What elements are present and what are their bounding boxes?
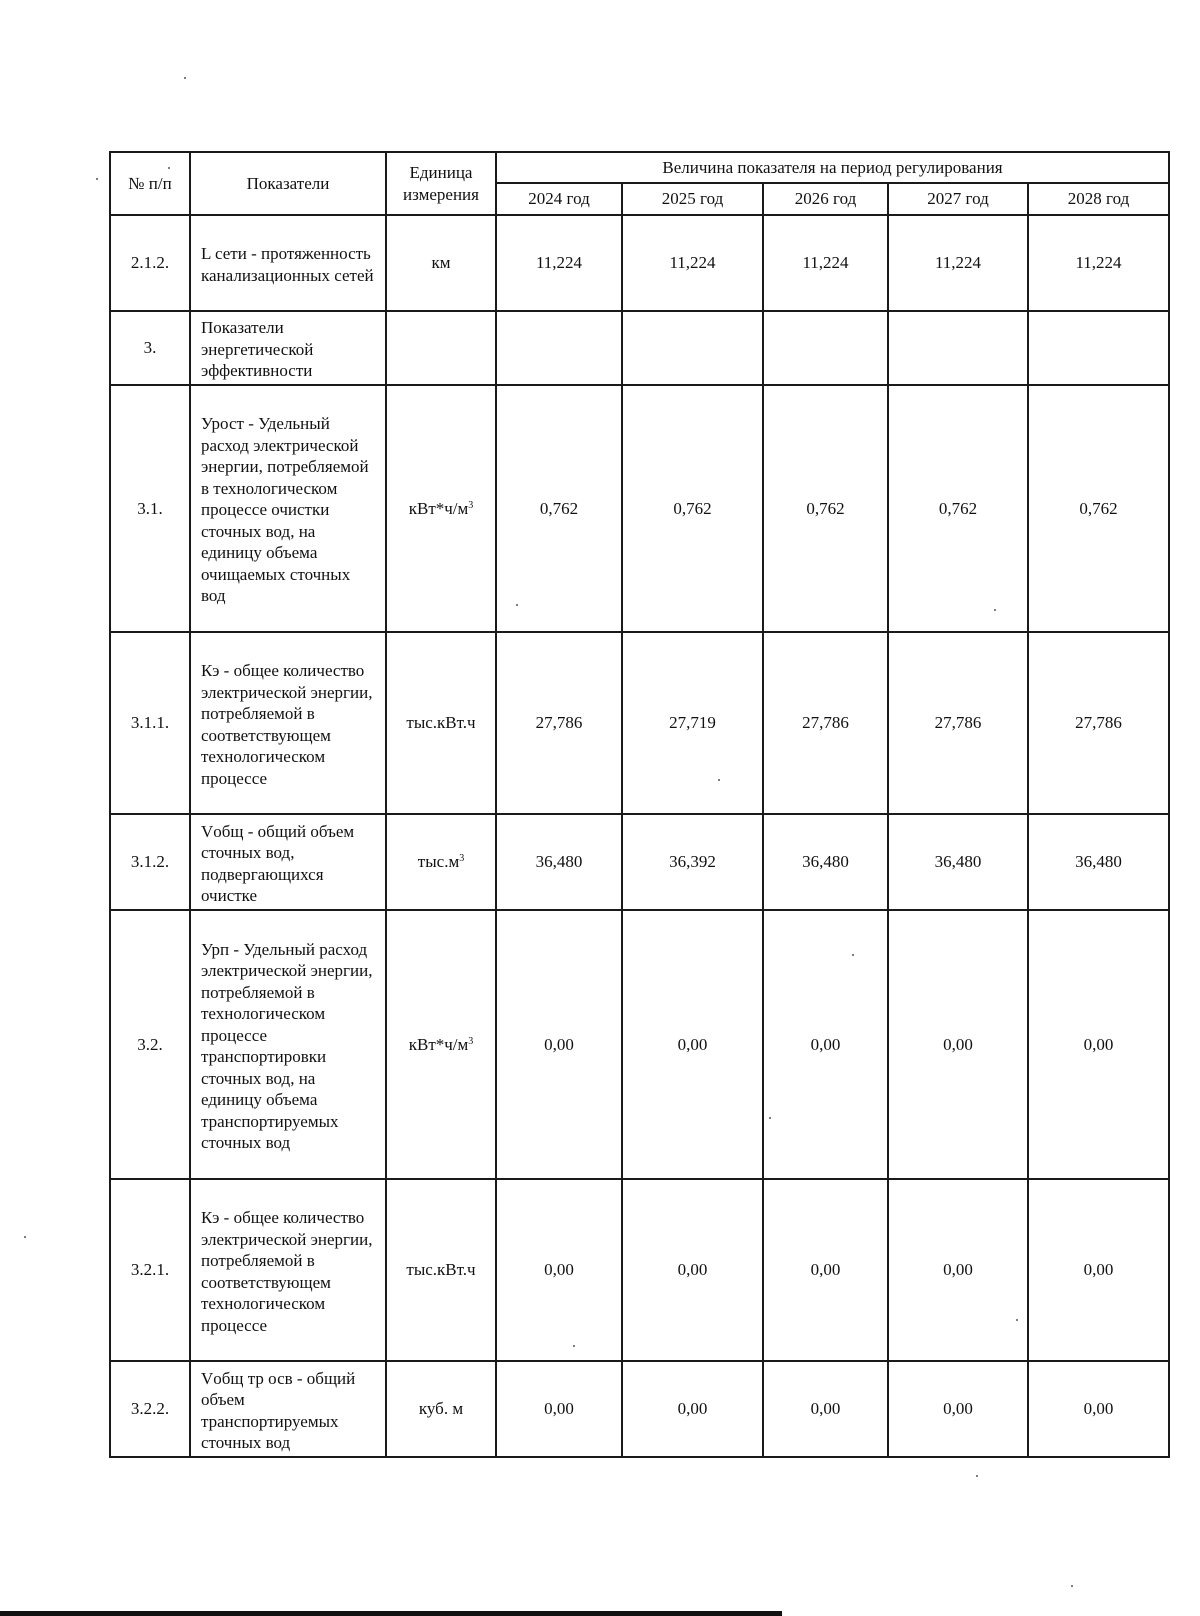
row-unit bbox=[386, 910, 496, 1179]
value-cell: 0,00 bbox=[1028, 1361, 1169, 1457]
indicators-table bbox=[109, 151, 1170, 1458]
value-cell: 0,00 bbox=[888, 1179, 1028, 1361]
value-cell: 0,762 bbox=[496, 385, 622, 632]
value-cell: 0,00 bbox=[622, 1361, 763, 1457]
table-row bbox=[110, 632, 1169, 814]
header-unit-line1: Единица bbox=[409, 163, 473, 182]
row-unit: км bbox=[386, 215, 496, 311]
row-number: 3.2.1. bbox=[110, 1179, 190, 1361]
row-unit: куб. м bbox=[386, 1361, 496, 1457]
value-cell: 0,00 bbox=[888, 1361, 1028, 1457]
row-indicator-name: Кэ - общее количество электрической энергии, потребляемой в соответствующем технологическом процессе bbox=[190, 1179, 386, 1361]
value-cell: 0,762 bbox=[763, 385, 888, 632]
table-row bbox=[110, 311, 1169, 385]
row-indicator-name: Vобщ - общий объем сточных вод, подвергающихся очистке bbox=[190, 814, 386, 910]
value-cell: 0,00 bbox=[622, 910, 763, 1179]
unit-superscript: 3 bbox=[468, 499, 474, 511]
value-cell: 0,00 bbox=[1028, 910, 1169, 1179]
value-cell: 11,224 bbox=[622, 215, 763, 311]
value-cell: 11,224 bbox=[1028, 215, 1169, 311]
header-year: 2026 год bbox=[763, 183, 888, 215]
scan-speck bbox=[718, 779, 720, 781]
row-indicator-name: Vобщ тр осв - общий объем транспортируемых сточных вод bbox=[190, 1361, 386, 1457]
value-cell bbox=[1028, 311, 1169, 385]
scan-speck bbox=[769, 1117, 771, 1119]
page-edge-rule bbox=[0, 1611, 782, 1616]
row-unit bbox=[386, 814, 496, 910]
value-cell: 27,719 bbox=[622, 632, 763, 814]
unit-text: тыс.м bbox=[417, 852, 460, 872]
value-cell: 27,786 bbox=[1028, 632, 1169, 814]
value-cell: 36,480 bbox=[888, 814, 1028, 910]
table-row bbox=[110, 814, 1169, 910]
value-cell: 0,00 bbox=[622, 1179, 763, 1361]
unit-text: кВт*ч/м bbox=[408, 498, 469, 518]
value-cell: 36,480 bbox=[1028, 814, 1169, 910]
scan-speck bbox=[516, 604, 518, 606]
row-indicator-name: Показатели энергетической эффективности bbox=[190, 311, 386, 385]
value-cell: 0,00 bbox=[888, 910, 1028, 1179]
row-unit bbox=[386, 311, 496, 385]
scan-speck bbox=[994, 609, 996, 611]
value-cell: 0,00 bbox=[763, 1361, 888, 1457]
value-cell: 0,00 bbox=[496, 1179, 622, 1361]
row-indicator-name: Кэ - общее количество электрической энергии, потребляемой в соответствующем технологическом процессе bbox=[190, 632, 386, 814]
row-number: 3.1.2. bbox=[110, 814, 190, 910]
value-cell: 0,00 bbox=[1028, 1179, 1169, 1361]
scan-speck bbox=[1016, 1319, 1018, 1321]
row-unit bbox=[386, 385, 496, 632]
table-row bbox=[110, 1361, 1169, 1457]
value-cell: 36,480 bbox=[496, 814, 622, 910]
row-number: 3.1. bbox=[110, 385, 190, 632]
unit-superscript: 3 bbox=[468, 1035, 474, 1047]
row-indicator-name: Урп - Удельный расход электрической энергии, потребляемой в технологическом процессе транспортировки сточных вод, на единицу объема транспортируемых сточных вод bbox=[190, 910, 386, 1179]
header-num: № п/п bbox=[110, 152, 190, 215]
header-year: 2027 год bbox=[888, 183, 1028, 215]
unit-text: кВт*ч/м bbox=[408, 1034, 469, 1054]
value-cell: 27,786 bbox=[496, 632, 622, 814]
value-cell bbox=[888, 311, 1028, 385]
header-year: 2024 год bbox=[496, 183, 622, 215]
value-cell bbox=[763, 311, 888, 385]
value-cell: 0,00 bbox=[763, 910, 888, 1179]
table-row bbox=[110, 385, 1169, 632]
header-period-group: Величина показателя на период регулирования bbox=[496, 152, 1169, 183]
scan-speck bbox=[852, 954, 854, 956]
scan-speck bbox=[573, 1345, 575, 1347]
header-unit bbox=[386, 152, 496, 215]
header-indicator: Показатели bbox=[190, 152, 386, 215]
value-cell: 0,00 bbox=[496, 1361, 622, 1457]
table-row bbox=[110, 1179, 1169, 1361]
scan-speck bbox=[1071, 1585, 1073, 1587]
scan-speck bbox=[184, 77, 186, 79]
value-cell: 0,762 bbox=[622, 385, 763, 632]
value-cell: 11,224 bbox=[763, 215, 888, 311]
table-row bbox=[110, 215, 1169, 311]
row-number: 3.1.1. bbox=[110, 632, 190, 814]
row-number: 3.2.2. bbox=[110, 1361, 190, 1457]
row-indicator-name: L сети - протяженность канализационных сетей bbox=[190, 215, 386, 311]
value-cell: 0,762 bbox=[1028, 385, 1169, 632]
row-number: 3. bbox=[110, 311, 190, 385]
row-number: 2.1.2. bbox=[110, 215, 190, 311]
header-row-1 bbox=[110, 152, 1169, 183]
value-cell: 11,224 bbox=[496, 215, 622, 311]
row-number: 3.2. bbox=[110, 910, 190, 1179]
value-cell: 36,392 bbox=[622, 814, 763, 910]
value-cell: 0,00 bbox=[496, 910, 622, 1179]
scan-speck bbox=[168, 167, 170, 169]
value-cell: 0,00 bbox=[763, 1179, 888, 1361]
header-year: 2028 год bbox=[1028, 183, 1169, 215]
value-cell: 27,786 bbox=[888, 632, 1028, 814]
value-cell: 27,786 bbox=[763, 632, 888, 814]
scan-speck bbox=[976, 1475, 978, 1477]
value-cell: 0,762 bbox=[888, 385, 1028, 632]
scan-speck bbox=[24, 1236, 26, 1238]
unit-superscript: 3 bbox=[459, 853, 465, 865]
value-cell: 36,480 bbox=[763, 814, 888, 910]
row-indicator-name: Урост - Удельный расход электрической энергии, потребляемой в технологическом процессе очистки сточных вод, на единицу объема очищаемых сточных вод bbox=[190, 385, 386, 632]
value-cell bbox=[496, 311, 622, 385]
value-cell: 11,224 bbox=[888, 215, 1028, 311]
scan-speck bbox=[96, 178, 98, 180]
header-year: 2025 год bbox=[622, 183, 763, 215]
row-unit: тыс.кВт.ч bbox=[386, 1179, 496, 1361]
value-cell bbox=[622, 311, 763, 385]
row-unit: тыс.кВт.ч bbox=[386, 632, 496, 814]
table-row bbox=[110, 910, 1169, 1179]
header-unit-line2: измерения bbox=[403, 184, 479, 204]
